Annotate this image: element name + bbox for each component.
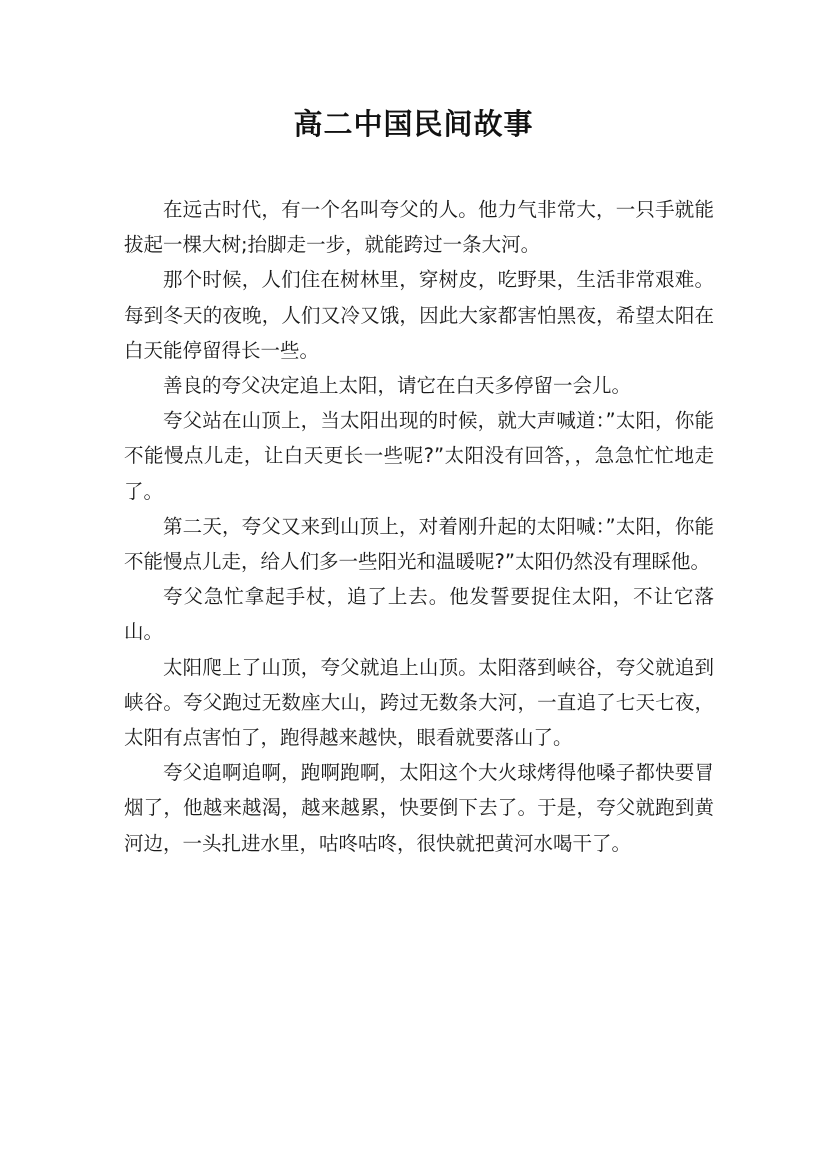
paragraph: 夸父急忙拿起手杖，追了上去。他发誓要捉住太阳，不让它落山。 xyxy=(124,585,714,644)
paragraph: 在远古时代，有一个名叫夸父的人。他力气非常大，一只手就能拔起一棵大树;抬脚走一步，就能跨过一条大河。 xyxy=(124,198,714,257)
paragraph: 那个时候，人们住在树林里，穿树皮，吃野果，生活非常艰难。每到冬天的夜晚，人们又冷又饿，因此大家都害怕黑夜，希望太阳在白天能停留得长一些。 xyxy=(124,268,714,362)
document-title: 高二中国民间故事 xyxy=(293,107,534,141)
paragraph: 夸父站在山顶上，当太阳出现的时候，就大声喊道：”太阳，你能不能慢点儿走，让白天更长一些呢?”太阳没有回答，，急急忙忙地走了。 xyxy=(124,409,714,503)
paragraph: 第二天，夸父又来到山顶上，对着刚升起的太阳喊：”太阳，你能不能慢点儿走，给人们多一些阳光和温暖呢?”太阳仍然没有理睬他。 xyxy=(124,514,714,574)
paragraph: 夸父追啊追啊，跑啊跑啊，太阳这个大火球烤得他嗓子都快要冒烟了，他越来越渴，越来越累，快要倒下去了。于是，夸父就跑到黄河边，一头扎进水里，咕咚咕咚，很快就把黄河水喝干了。 xyxy=(124,761,714,855)
paragraph: 太阳爬上了山顶，夸父就追上山顶。太阳落到峡谷，夸父就追到峡谷。夸父跑过无数座大山，跨过无数条大河，一直追了七天七夜，太阳有点害怕了，跑得越来越快，眼看就要落山了。 xyxy=(124,655,714,750)
paragraph: 善良的夸父决定追上太阳，请它在白天多停留一会儿。 xyxy=(163,374,632,398)
story-body xyxy=(124,192,714,861)
